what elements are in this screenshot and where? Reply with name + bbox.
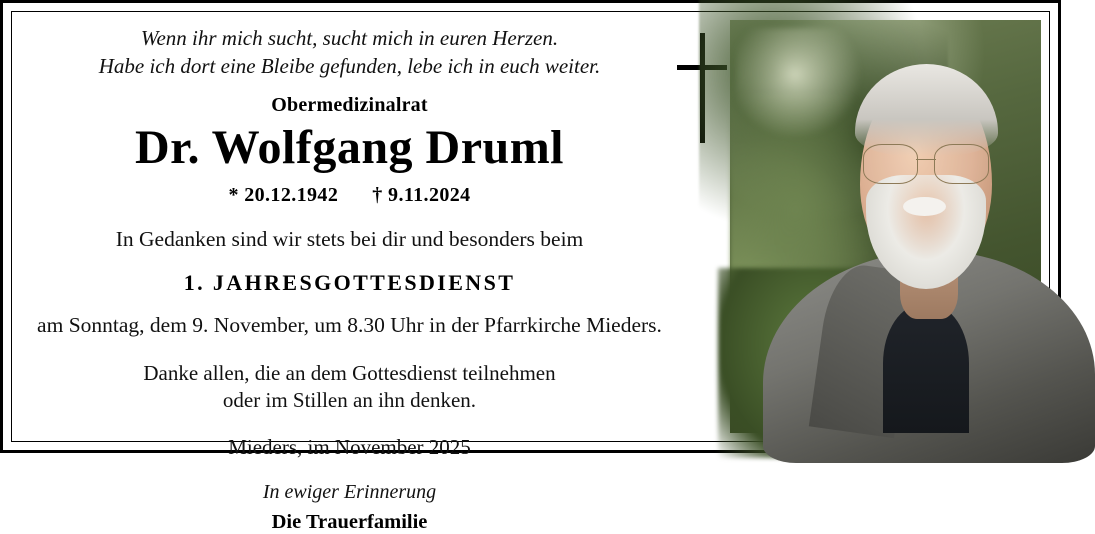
verse-line-1: Wenn ihr mich sucht, sucht mich in euren Herzen. <box>140 26 559 50</box>
deceased-name: Dr. Wolfgang Druml <box>134 121 565 175</box>
memorial-verse <box>35 25 664 80</box>
place-and-date: Mieders, im November 2025 <box>228 435 471 460</box>
glasses-bridge <box>916 159 936 161</box>
death-date: † 9.11.2024 <box>372 183 471 206</box>
intro-text: In Gedanken sind wir stets bei dir und besonders beim <box>115 226 584 251</box>
portrait-photo <box>730 20 1041 433</box>
white-hair <box>855 64 998 155</box>
thanks-line-2: oder im Stillen an ihn denken. <box>222 388 477 413</box>
service-datetime-location: am Sonntag, dem 9. November, um 8.30 Uhr in der Pfarrkirche Mieders. <box>37 312 662 337</box>
left-lens <box>863 144 918 184</box>
text-column <box>15 15 674 534</box>
family-signature: Die Trauerfamilie <box>271 511 428 534</box>
memory-line: In ewiger Erinnerung <box>262 481 437 504</box>
notice-content <box>15 15 1046 534</box>
thanks-line-1: Danke allen, die an dem Gottesdienst teilnehmen <box>143 360 556 385</box>
honorific-title: Obermedizinalrat <box>271 94 428 117</box>
life-dates <box>228 184 470 207</box>
service-title: 1. JAHRESGOTTESDIENST <box>183 269 516 295</box>
verse-line-2: Habe ich dort eine Bleibe gefunden, lebe ich in euch weiter. <box>98 53 601 78</box>
photo-column <box>730 15 1046 438</box>
birth-date: * 20.12.1942 <box>228 183 339 206</box>
person-figure <box>786 53 1072 433</box>
eyeglasses-icon <box>863 144 989 182</box>
right-lens <box>934 144 989 184</box>
dark-shirt <box>883 304 969 433</box>
thanks-text <box>143 360 555 415</box>
